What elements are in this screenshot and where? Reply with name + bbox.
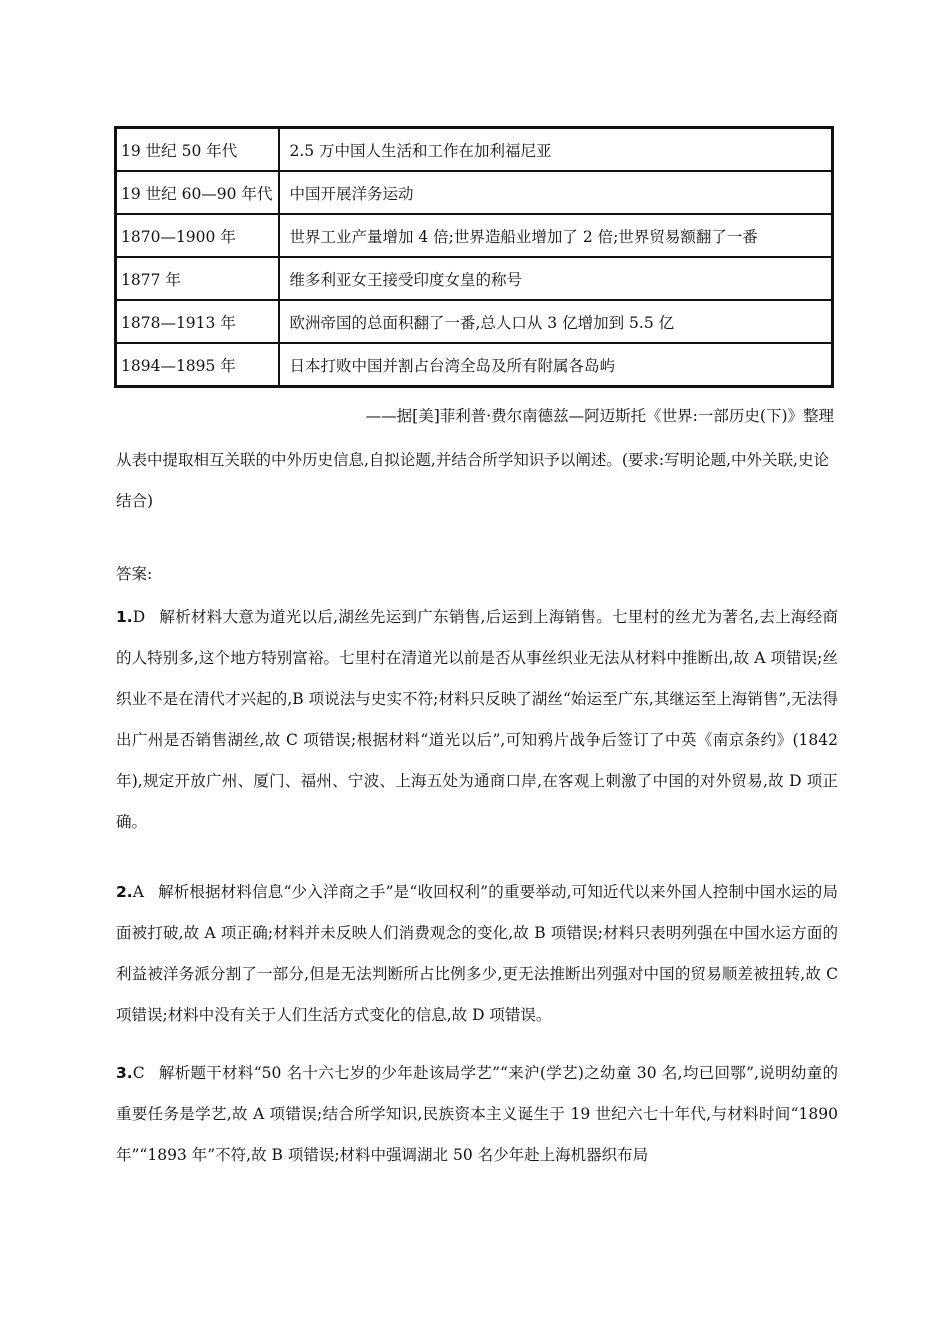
answer-explanation: 解析材料大意为道光以后,湖丝先运到广东销售,后运到上海销售。七里村的丝尤为著名,去上海经商的人特别多,这个地方特别富裕。七里村在清道光以前是否从事丝织业无法从材料中推断出,故 A 项错误;丝织业不是在清代才兴起的,B 项说法与史实不符;材料只反映了湖丝“始运至广东,其继运至上海销售”,无法得出广州是否销售湖丝,故 C 项错误;根据材料“道光以后”,可知鸦片战争后签订了中英《南京条约》(1842 年),规定开放广州、厦门、福州、宁波、上海五处为通商口岸,在客观上刺激了中国的对外贸易,故 D 项正确。: [116, 608, 838, 831]
period-cell: 1878—1913 年: [116, 300, 280, 343]
answer-number: 3.: [116, 1064, 133, 1082]
period-cell: 1870—1900 年: [116, 214, 280, 257]
answer-explanation: 解析题干材料“50 名十六七岁的少年赴该局学艺”“来沪(学艺)之幼童 30 名,均已回鄂”,说明幼童的重要任务是学艺,故 A 项错误;结合所学知识,民族资本主义诞生于 19 世纪六七十年代,与材料时间“1890 年”“1893 年”不符,故 B 项错误;材料中强调湖北 50 名少年赴上海机器织布局: [116, 1064, 838, 1164]
answer-item-3: [116, 1053, 838, 1176]
answer-item-2: [116, 872, 838, 1036]
answer-number: 2.: [116, 883, 133, 901]
source-citation: ——据[美]菲利普·费尔南德兹—阿迈斯托《世界:一部历史(下)》整理: [365, 407, 834, 425]
event-cell: 日本打败中国并割占台湾全岛及所有附属各岛屿: [279, 343, 832, 387]
period-cell: 1877 年: [116, 257, 280, 300]
table-row: [116, 257, 833, 300]
question-prompt: 从表中提取相互关联的中外历史信息,自拟论题,并结合所学知识予以阐述。(要求:写明论题,中外关联,史论结合): [116, 451, 829, 510]
answer-item-1: [116, 597, 838, 843]
table-row: [116, 300, 833, 343]
table-row: [116, 343, 833, 387]
event-cell: 维多利亚女王接受印度女皇的称号: [279, 257, 832, 300]
event-cell: 2.5 万中国人生活和工作在加利福尼亚: [279, 128, 832, 172]
period-cell: 19 世纪 50 年代: [116, 128, 280, 172]
event-cell: 欧洲帝国的总面积翻了一番,总人口从 3 亿增加到 5.5 亿: [279, 300, 832, 343]
answer-choice: C: [132, 1064, 145, 1082]
answer-choice: A: [132, 883, 144, 901]
answer-choice: D: [132, 608, 146, 626]
history-timeline-table: [114, 126, 834, 388]
period-cell: 19 世纪 60—90 年代: [116, 171, 280, 214]
table-row: [116, 128, 833, 172]
answers-heading: 答案:: [116, 565, 153, 583]
event-cell: 中国开展洋务运动: [279, 171, 832, 214]
table-row: [116, 214, 833, 257]
table-row: [116, 171, 833, 214]
event-cell: 世界工业产量增加 4 倍;世界造船业增加了 2 倍;世界贸易额翻了一番: [279, 214, 832, 257]
answer-number: 1.: [116, 608, 133, 626]
answer-explanation: 解析根据材料信息“少入洋商之手”是“收回权利”的重要举动,可知近代以来外国人控制中国水运的局面被打破,故 A 项正确;材料并未反映人们消费观念的变化,故 B 项错误;材料只表明列强在中国水运方面的利益被洋务派分割了一部分,但是无法判断所占比例多少,更无法推断出列强对中国的贸易顺差被扭转,故 C 项错误;材料中没有关于人们生活方式变化的信息,故 D 项错误。: [116, 883, 838, 1024]
period-cell: 1894—1895 年: [116, 343, 280, 387]
